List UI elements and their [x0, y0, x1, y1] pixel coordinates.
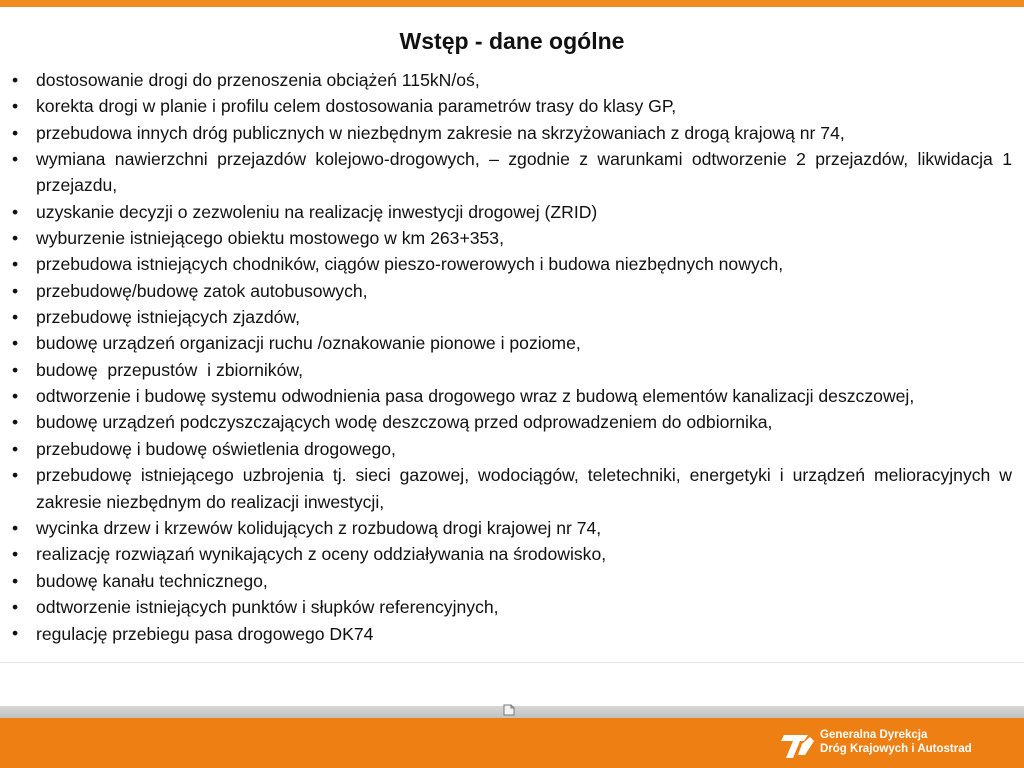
bullet-dot: • — [12, 96, 19, 117]
list-item — [12, 568, 1012, 594]
bullet-dot: • — [12, 412, 19, 433]
divider — [0, 662, 1024, 663]
bullet-dot: • — [12, 438, 19, 459]
list-item-text: budowę urządzeń organizacji ruchu /oznakowanie pionowe i poziome, — [36, 333, 581, 354]
bullet-dot: • — [12, 386, 19, 407]
bullet-dot: • — [12, 623, 19, 644]
bullet-dot: • — [12, 122, 19, 143]
bullet-dot: • — [12, 149, 19, 170]
list-item — [12, 278, 1012, 304]
bullet-dot: • — [12, 517, 19, 538]
list-item-text: odtworzenie i budowę systemu odwodnienia pasa drogowego wraz z budową elementów kanalizacji deszczowej, — [36, 386, 915, 407]
brand-line-1: Generalna Dyrekcja — [820, 729, 928, 741]
list-item — [12, 146, 1012, 199]
list-item-text: realizację rozwiązań wynikających z oceny oddziaływania na środowisko, — [36, 544, 607, 565]
bullet-dot: • — [12, 280, 19, 301]
list-item — [12, 594, 1012, 620]
list-item — [12, 409, 1012, 435]
bullet-dot: • — [12, 307, 19, 328]
list-item — [12, 225, 1012, 251]
list-item-text: przebudowa istniejących chodników, ciągów pieszo-rowerowych i budowa niezbędnych nowych, — [36, 254, 784, 275]
bullet-dot: • — [12, 254, 19, 275]
document-icon — [503, 704, 516, 716]
bullet-dot: • — [12, 359, 19, 380]
bullet-dot: • — [12, 596, 19, 617]
bullet-dot: • — [12, 228, 19, 249]
list-item — [12, 199, 1012, 225]
bullet-dot: • — [12, 465, 19, 486]
brand-name — [820, 728, 972, 756]
bullet-dot: • — [12, 201, 19, 222]
list-item — [12, 383, 1012, 409]
brand-line-2: Dróg Krajowych i Autostrad — [820, 743, 972, 755]
gddkia-logo-icon — [780, 728, 816, 760]
list-item — [12, 120, 1012, 146]
list-item — [12, 436, 1012, 462]
list-item-text: przebudowę istniejących zjazdów, — [36, 307, 301, 328]
list-item-text: odtworzenie istniejących punktów i słupków referencyjnych, — [36, 596, 499, 617]
list-item-text: budowę kanału technicznego, — [36, 570, 268, 591]
list-item-text: przebudowę i budowę oświetlenia drogowego, — [36, 438, 396, 459]
list-item-text: regulację przebiegu pasa drogowego DK74 — [36, 624, 374, 645]
list-item — [12, 93, 1012, 119]
list-item-text: korekta drogi w planie i profilu celem dostosowania parametrów trasy do klasy GP, — [36, 96, 677, 117]
list-item-text: przebudowę istniejącego uzbrojenia tj. sieci gazowej, wodociągów, teletechniki, energetyki i urządzeń melioracyjnych w zakresie niezbędnym do realizacji inwestycji, — [36, 465, 1012, 512]
list-item — [12, 251, 1012, 277]
list-item-text: wycinka drzew i krzewów kolidujących z rozbudową drogi krajowej nr 74, — [36, 517, 602, 538]
list-item — [12, 67, 1012, 93]
list-item-text: wymiana nawierzchni przejazdów kolejowo-drogowych, – zgodnie z warunkami odtworzenie 2 przejazdów, likwidacja 1 przejazdu, — [36, 149, 1012, 196]
list-item-text: uzyskanie decyzji o zezwoleniu na realizację inwestycji drogowej (ZRID) — [36, 201, 598, 222]
list-item — [12, 304, 1012, 330]
list-item — [12, 541, 1012, 567]
list-item-text: dostosowanie drogi do przenoszenia obciążeń 115kN/oś, — [36, 70, 480, 90]
bullet-dot: • — [12, 333, 19, 354]
list-item — [12, 462, 1012, 515]
bullet-dot: • — [12, 70, 19, 90]
list-item — [12, 515, 1012, 541]
slide-title: Wstęp - dane ogólne — [399, 28, 625, 54]
list-item-text: przebudowa innych dróg publicznych w niezbędnym zakresie na skrzyżowaniach z drogą krajową nr 74, — [36, 122, 845, 143]
bullet-dot: • — [12, 570, 19, 591]
bullet-list — [12, 67, 1012, 648]
list-item-text: wyburzenie istniejącego obiektu mostowego w km 263+353, — [36, 228, 504, 249]
list-item-text: budowę przepustów i zbiorników, — [36, 359, 303, 380]
top-accent-bar — [0, 0, 1024, 7]
list-item — [12, 330, 1012, 356]
list-item — [12, 357, 1012, 383]
list-item-text: przebudowę/budowę zatok autobusowych, — [36, 280, 368, 301]
list-item — [12, 620, 1012, 647]
list-item-text: budowę urządzeń podczyszczających wodę deszczową przed odprowadzeniem do odbiornika, — [36, 412, 773, 433]
bullet-dot: • — [12, 544, 19, 565]
